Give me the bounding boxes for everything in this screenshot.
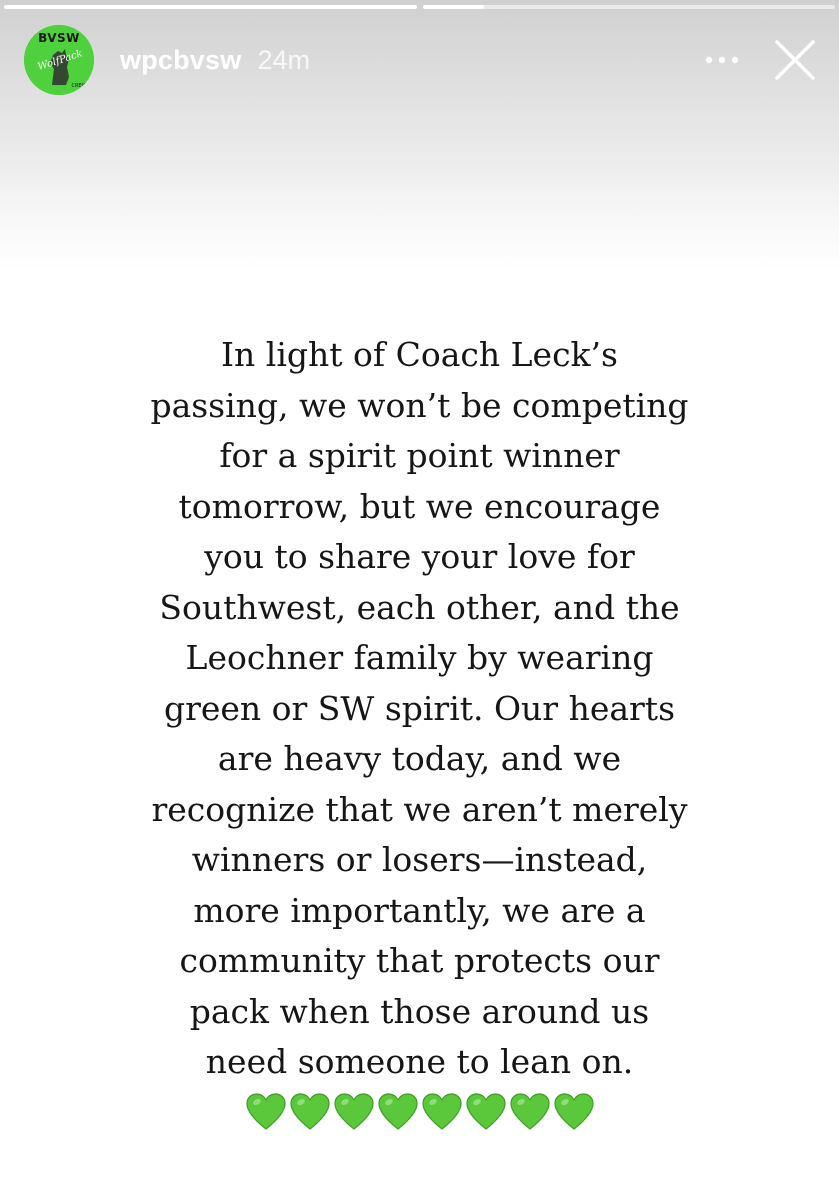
story-message [0,330,839,1088]
progress-fill-2 [423,5,485,9]
green-heart-icon [290,1093,330,1131]
progress-fill-1 [4,5,417,9]
story-progress-bar [4,5,835,9]
avatar-text-small: CREW [71,83,87,89]
message-line: for a spirit point winner [219,436,620,475]
message-line: recognize that we aren’t merely [151,789,688,829]
wolfpack-logo-icon [24,25,94,95]
message-line: Southwest, each other, and the [159,587,680,627]
timestamp: 24m [257,44,310,75]
message-line: you to share your love for [204,537,635,576]
close-icon[interactable] [771,36,819,84]
avatar-text-top: BVSW [38,31,80,45]
avatar-text-script: WolfPack [36,48,85,74]
username[interactable]: wpcbvsw [120,44,242,75]
message-line: passing, we won’t be competing [150,385,689,425]
green-heart-icon [378,1093,418,1131]
message-line: Leochner family by wearing [185,638,654,677]
green-hearts-row [0,1093,839,1131]
message-line: winners or losers—instead, [191,840,648,879]
more-horizontal-icon[interactable] [699,40,745,80]
message-line: green or SW spirit. Our hearts [163,688,676,728]
green-heart-icon [334,1093,374,1131]
story-header [24,24,819,96]
green-heart-icon [466,1093,506,1131]
message-line: tomorrow, but we encourage [178,486,661,526]
green-heart-icon [554,1093,594,1131]
avatar[interactable] [24,25,94,95]
progress-segment-1 [4,5,417,9]
message-line: In light of Coach Leck’s [221,335,618,374]
green-heart-icon [246,1093,286,1131]
message-line: more importantly, we are a [193,890,646,930]
message-line: need someone to lean on. [205,1042,634,1081]
green-heart-icon [422,1093,462,1131]
message-line: community that protects our [179,941,660,980]
progress-segment-2 [423,5,836,9]
message-line: are heavy today, and we [217,739,622,778]
message-line: pack when those around us [189,991,650,1031]
green-heart-icon [510,1093,550,1131]
